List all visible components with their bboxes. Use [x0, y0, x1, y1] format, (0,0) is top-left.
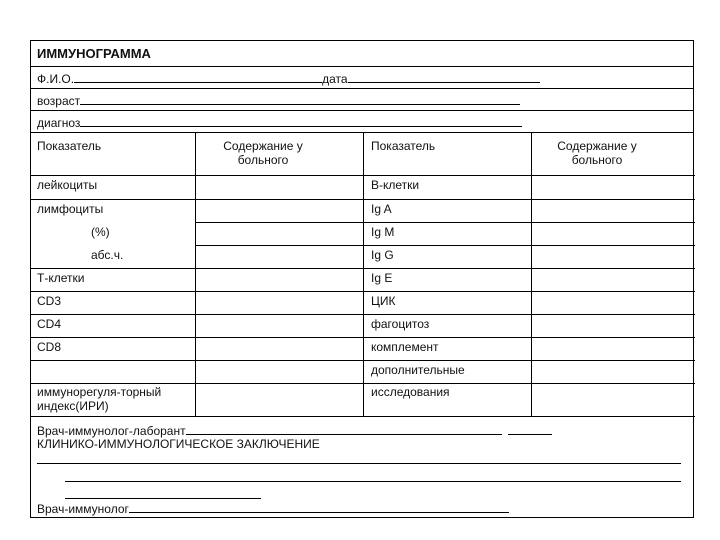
date-label: дата: [322, 72, 348, 86]
fio-row: [31, 67, 693, 89]
lab-doctor-line: [37, 423, 552, 438]
age-label: возраст: [37, 94, 81, 108]
diagnosis-line: [37, 115, 522, 130]
row-cic: ЦИК: [371, 294, 396, 308]
value-cell[interactable]: [532, 176, 694, 198]
title-row: [31, 41, 693, 67]
row-b-cells: В-клетки: [371, 178, 420, 192]
conclusion-line[interactable]: [37, 463, 681, 464]
value-cell[interactable]: [196, 176, 362, 198]
conclusion-line[interactable]: [65, 481, 681, 482]
diagnosis-field[interactable]: [80, 115, 522, 127]
diagnosis-label: диагноз: [37, 116, 81, 130]
immunogram-form: [30, 40, 694, 518]
row-cd3: CD3: [37, 294, 62, 308]
fio-line: [37, 71, 540, 86]
results-table: [31, 133, 693, 417]
right-indicator-header: Показатель: [371, 139, 436, 153]
table-row-divider: [195, 245, 695, 246]
row-complement: комплемент: [371, 340, 439, 354]
age-line: [37, 93, 520, 108]
row-additional: дополнительные: [371, 363, 465, 377]
table-row-divider: [31, 199, 695, 200]
row-t-cells: Т-клетки: [37, 271, 85, 285]
row-lymphocytes-percent: (%): [91, 225, 110, 239]
left-indicator-header: Показатель: [37, 139, 102, 153]
footer: [31, 417, 693, 517]
age-field[interactable]: [80, 93, 520, 105]
age-row: [31, 89, 693, 111]
doctor-line: [37, 501, 509, 516]
row-lymphocytes-abs: абс.ч.: [91, 248, 124, 262]
fio-field[interactable]: [74, 71, 322, 83]
row-phagocytosis: фагоцитоз: [371, 317, 430, 331]
table-row-divider: [31, 337, 695, 338]
row-cd4: CD4: [37, 317, 62, 331]
right-content-header: Содержание у больного: [557, 139, 637, 167]
lab-doctor-date-field[interactable]: [456, 423, 502, 435]
table-row-divider: [31, 314, 695, 315]
table-row-divider: [31, 291, 695, 292]
lab-doctor-label: Врач-иммунолог-лаборант: [37, 424, 186, 438]
table-row-divider: [31, 383, 695, 384]
doctor-signature-field[interactable]: [129, 501, 509, 513]
form-title: ИММУНОГРАММА: [37, 46, 151, 61]
row-lymphocytes: лимфоциты: [37, 202, 104, 216]
fio-label: Ф.И.О.: [37, 72, 75, 86]
diagnosis-row: [31, 111, 693, 133]
left-content-header: Содержание у больного: [223, 139, 303, 167]
table-row-divider: [31, 360, 695, 361]
date-field[interactable]: [348, 71, 540, 83]
doctor-label: Врач-иммунолог: [37, 502, 129, 516]
row-igm: Ig M: [371, 225, 395, 239]
row-cd8: CD8: [37, 340, 62, 354]
lab-doctor-signature-field[interactable]: [186, 423, 456, 435]
row-iri: иммунорегуля-торный индекс(ИРИ): [37, 385, 162, 413]
row-iga: Ig A: [371, 202, 392, 216]
table-row-divider: [31, 268, 695, 269]
row-ige: Ig E: [371, 271, 393, 285]
row-studies: исследования: [371, 385, 450, 399]
conclusion-line[interactable]: [65, 498, 261, 499]
table-row-divider: [195, 222, 695, 223]
row-leukocytes: лейкоциты: [37, 178, 98, 192]
row-igg: Ig G: [371, 248, 394, 262]
lab-doctor-extra-field[interactable]: [508, 423, 552, 435]
conclusion-title: КЛИНИКО-ИММУНОЛОГИЧЕСКОЕ ЗАКЛЮЧЕНИЕ: [37, 437, 320, 451]
